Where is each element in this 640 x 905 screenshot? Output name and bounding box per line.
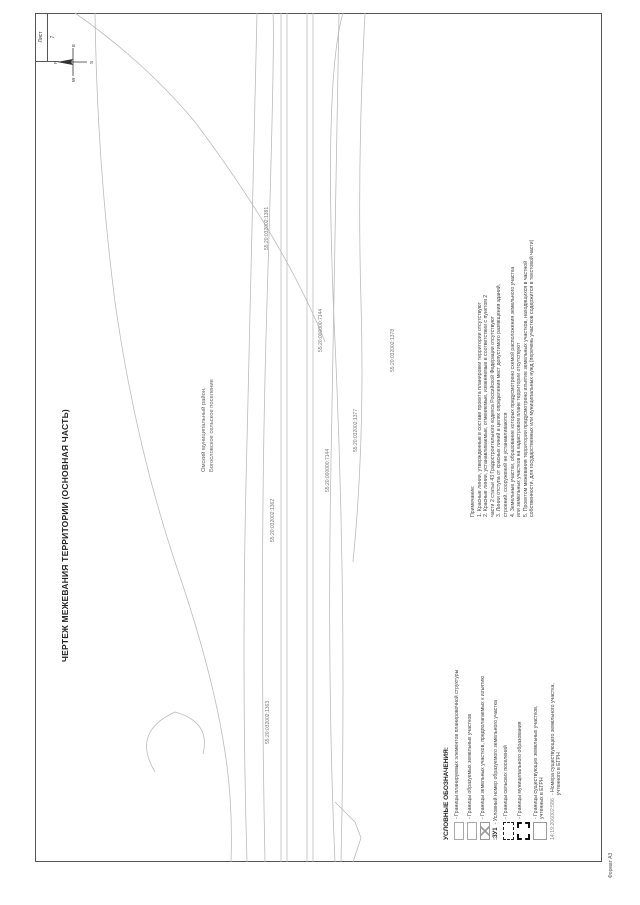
note-line: 4. Земельные участки, образование которых предусмотрено схемой расположения земельного участка (509, 266, 516, 517)
legend-item (480, 560, 490, 840)
legend-item (493, 560, 500, 840)
legend-text-line: учтенных в ЕГРН (539, 777, 545, 819)
note-line: строений, сооружений не устанавливаются (502, 412, 509, 517)
legend-code: 14:19:206002:586 (549, 798, 556, 840)
region-label (200, 379, 216, 472)
south-label: S (89, 60, 94, 64)
legend-item (503, 560, 514, 840)
parcel-label: 55:20:000000:7144 (318, 308, 324, 352)
legend-item (550, 560, 563, 840)
legend (443, 560, 566, 840)
parcel-boundary (147, 712, 205, 772)
rotated-drawing (35, 13, 602, 862)
legend-code: :ЗУ1 (493, 827, 499, 840)
legend-item (533, 560, 547, 840)
region-line: Богословское сельское поселение (209, 379, 215, 472)
parcel-label: 55:20:032002:1378 (390, 328, 396, 372)
west-label: W (71, 77, 76, 82)
legend-symbol (454, 822, 464, 840)
legend-symbol (480, 822, 490, 840)
note-line: 2. Красные линии, устанавливаемые, отменяемые, изменяемые в соответствии с пунктом 2 (483, 294, 490, 517)
legend-symbol (503, 822, 514, 840)
parcel-label: 55:20:032002:1381 (264, 206, 270, 250)
legend-text (533, 706, 546, 819)
legend-item (467, 560, 477, 840)
legend-text: - Условный номер образуемого земельного участка (493, 700, 499, 825)
legend-text: - Границы муниципального образования (516, 721, 523, 819)
stamp-label: Лист (35, 13, 48, 62)
parcel-boundary (75, 13, 325, 342)
parcel-label: 55:20:032002:1377 (353, 408, 359, 452)
north-label: N (53, 60, 58, 64)
legend-item (454, 560, 464, 840)
note-line: 5. Проектом межевания территории предусмотрено изъятие земельных участков, находящихся в частной (522, 260, 529, 517)
legend-text: - Границы планируемых элементов планировочной структуры (454, 669, 460, 819)
legend-text: - Границы сельских поселений (502, 745, 509, 819)
format-label: Формат А3 (608, 852, 614, 878)
east-label: E (71, 43, 76, 47)
notes-heading: Примечание: (470, 485, 476, 517)
legend-item (517, 560, 530, 840)
legend-text-line: - Границы существующих земельных участков, (532, 705, 539, 819)
parcel-boundary (353, 13, 365, 562)
parcel-boundary (335, 802, 361, 862)
legend-symbol (533, 822, 547, 840)
legend-symbol (517, 822, 530, 840)
legend-title: УСЛОВНЫЕ ОБОЗНАЧЕНИЯ: (443, 747, 450, 840)
legend-symbol (467, 822, 477, 840)
north-arrow-icon (53, 42, 93, 82)
parcel-boundary (244, 13, 257, 862)
notes (470, 17, 536, 517)
legend-text: - Границы образуемых земельных участков (467, 714, 473, 819)
parcel-label: 55:20:032002:1363 (265, 700, 271, 744)
legend-text: - Границы земельных участков, предполагаемых к изъятию (480, 675, 486, 819)
legend-text-line: учтенного в ЕГРН (556, 752, 562, 796)
parcel-label: 55:20:032002:1362 (270, 498, 276, 542)
sheet-stamp (35, 13, 59, 62)
stamp-number: 7 (48, 13, 60, 62)
parcel-label: 55:20:000000:7144 (325, 448, 331, 492)
region-line: Омский муниципальный район, (201, 387, 207, 472)
legend-text-line: - Номера существующего земельного участка, (549, 683, 556, 796)
note-line: 3. Линии отступа от красных линий в целях определения мест допустимого размещения зданий, (496, 283, 503, 517)
note-line: 1. Красные линии, утвержденные в составе проекта планировки территории отсутствуют (476, 302, 483, 517)
note-line: или земельных участков на кадастровом плане территории отсутствуют (516, 342, 523, 517)
note-line: собственности, для государственных или муниципальных нужд (перечень участков содержится в текстовой части) (529, 239, 536, 517)
page-title: ЧЕРТЕЖ МЕЖЕВАНИЯ ТЕРРИТОРИИ (ОСНОВНАЯ ЧАСТЬ) (60, 409, 70, 662)
note-line: части 2 статьи 43 Градостроительного кодекса Российской Федерации отсутствуют (489, 315, 496, 517)
legend-text (550, 683, 563, 795)
